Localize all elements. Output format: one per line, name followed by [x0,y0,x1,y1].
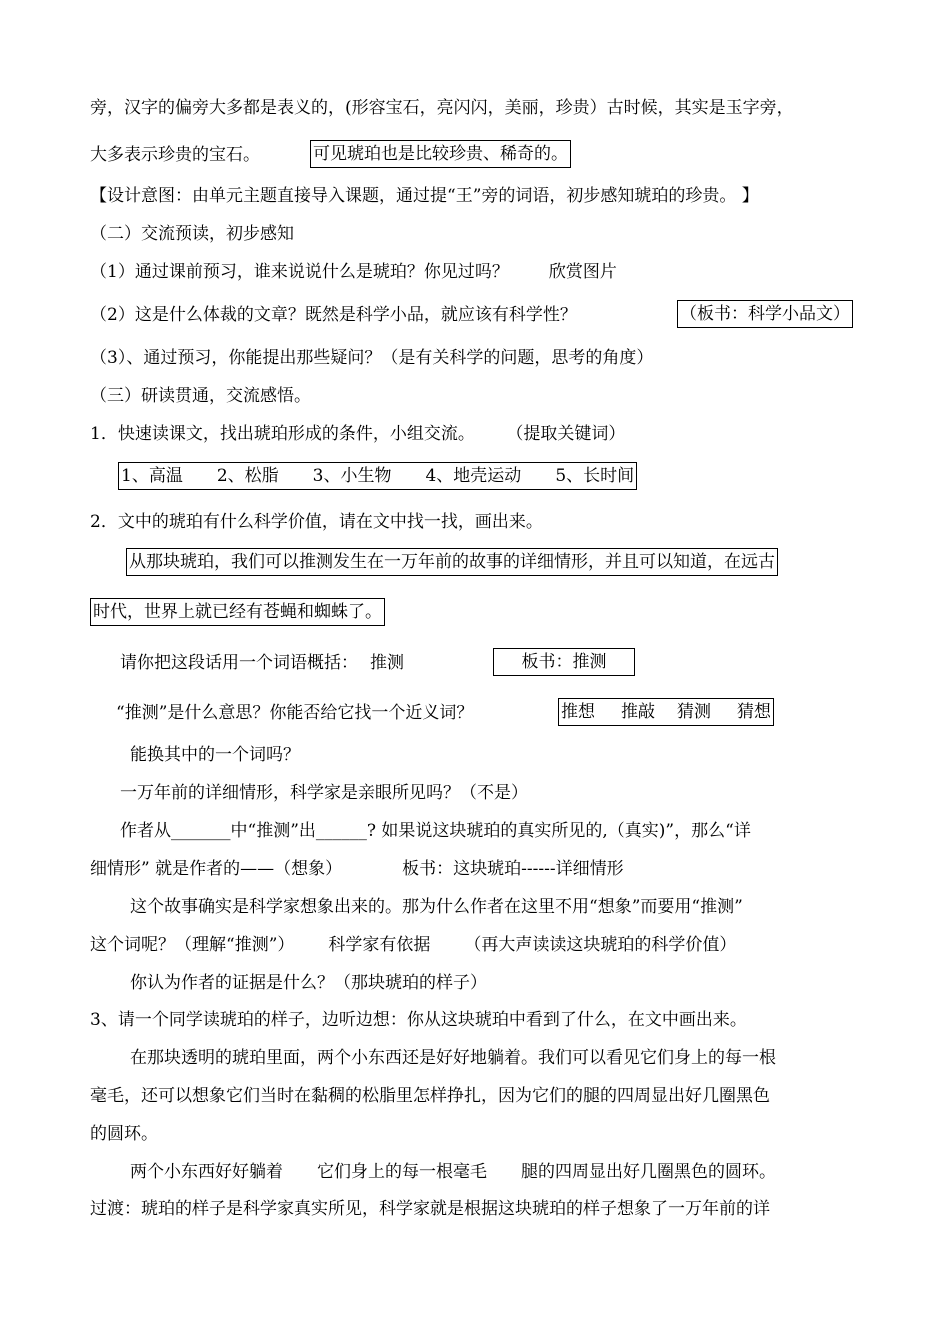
author-line-1: 作者从_______中“推测”出______? 如果说这块琥珀的真实所见的,（真实)”，那么“详 [120,821,751,841]
quote-box-line-2: 时代，世界上就已经有苍蝇和蜘蛛了。 [90,598,385,626]
question-1-extra: 欣赏图片 [548,262,617,282]
condition-item: 5、长时间 [555,466,635,486]
condition-item: 1、高温 [121,466,183,486]
story-line-2-a: 这个词呢？（理解“推测”） [90,935,295,955]
board-note-infer: 板书：推测 [493,648,635,676]
item-2: 2．文中的琥珀有什么科学价值，请在文中找一找，画出来。 [90,512,543,532]
section-3-heading: （三）研读贯通，交流感悟。 [90,386,311,406]
keypoint-item: 两个小东西好好躺着 [130,1162,283,1182]
item-1 [90,422,625,446]
evidence-question: 你认为作者的证据是什么？（那块琥珀的样子） [130,973,487,993]
quote-box-line-1: 从那块琥珀，我们可以推测发生在一万年前的故事的详细情形，并且可以知道，在远古 [126,548,778,576]
item-3: 3、请一个同学读琥珀的样子，边听边想：你从这块琥珀中看到了什么，在文中画出来。 [90,1010,747,1030]
condition-item: 4、地壳运动 [425,466,522,486]
synonym-question: “推测”是什么意思？你能否给它找一个近义词？ [116,703,474,723]
section-2-heading: （二）交流预读，初步感知 [90,224,294,244]
author-line-2 [90,857,624,881]
author-line-2-text: 细情形” 就是作者的——（想象） [90,859,343,879]
keypoints-line [130,1160,776,1184]
replace-question: 能换其中的一个词吗？ [130,745,300,765]
condition-item: 3、小生物 [312,466,392,486]
question-1-text: （1）通过课前预习，谁来说说什么是琥珀？你见过吗？ [90,262,509,282]
precious-box: 可见琥珀也是比较珍贵、稀奇的。 [310,140,571,168]
synonym-item: 推想 [561,702,595,722]
synonyms-box [558,698,774,726]
board-note-genre: （板书：科学小品文） [677,300,853,328]
precious-text: 大多表示珍贵的宝石。 [90,145,260,165]
paragraph-precious [90,143,260,167]
summary-word: 推测 [370,653,404,673]
keypoint-item: 它们身上的每一根毫毛 [317,1162,487,1182]
board-note-detail: 板书：这块琥珀------详细情形 [402,859,624,879]
story-line-2 [90,933,736,957]
question-3: （3）、通过预习，你能提出那些疑问？（是有关科学的问题，思考的角度） [90,348,654,368]
item-1-extra: （提取关键词） [514,424,626,444]
summary-text: 请你把这段话用一个词语概括： [120,653,358,673]
synonym-item: 推敲 [621,702,655,722]
transition-line: 过渡：琥珀的样子是科学家真实所见，科学家就是根据这块琥珀的样子想象了一万年前的详 [90,1199,770,1219]
passage-line-2: 毫毛，还可以想象它们当时在黏稠的松脂里怎样挣扎，因为它们的腿的四周显出好几圈黑色 [90,1086,770,1106]
paragraph-radical: 旁，汉字的偏旁大多都是表义的，(形容宝石，亮闪闪，美丽，珍贵）古时候，其实是玉字旁， [90,98,794,118]
condition-item: 2、松脂 [216,466,279,486]
passage-line-3: 的圆环。 [90,1124,158,1144]
question-1 [90,260,617,284]
item-1-text: 1．快速读课文，找出琥珀形成的条件，小组交流。 [90,424,475,444]
summary-line [120,651,404,675]
synonym-item: 猜想 [737,702,771,722]
keypoint-item: 腿的四周显出好几圈黑色的圆环。 [521,1162,776,1182]
eyewitness-question: 一万年前的详细情形，科学家是亲眼所见吗？（不是） [120,783,528,803]
passage-line-1: 在那块透明的琥珀里面，两个小东西还是好好地躺着。我们可以看见它们身上的每一根 [130,1048,776,1068]
story-line-2-c: （再大声读读这块琥珀的科学价值） [464,935,737,955]
story-line-2-b: 科学家有依据 [328,935,431,955]
question-2-text: （2）这是什么体裁的文章？既然是科学小品，就应该有科学性？ [90,305,577,325]
design-intent: 【设计意图：由单元主题直接导入课题，通过提“王”旁的词语，初步感知琥珀的珍贵。 】 [90,186,759,206]
synonym-item: 猜测 [677,702,711,722]
conditions-box [118,462,637,490]
story-line-1: 这个故事确实是科学家想象出来的。那为什么作者在这里不用“想象”而要用“推测” [130,897,743,917]
